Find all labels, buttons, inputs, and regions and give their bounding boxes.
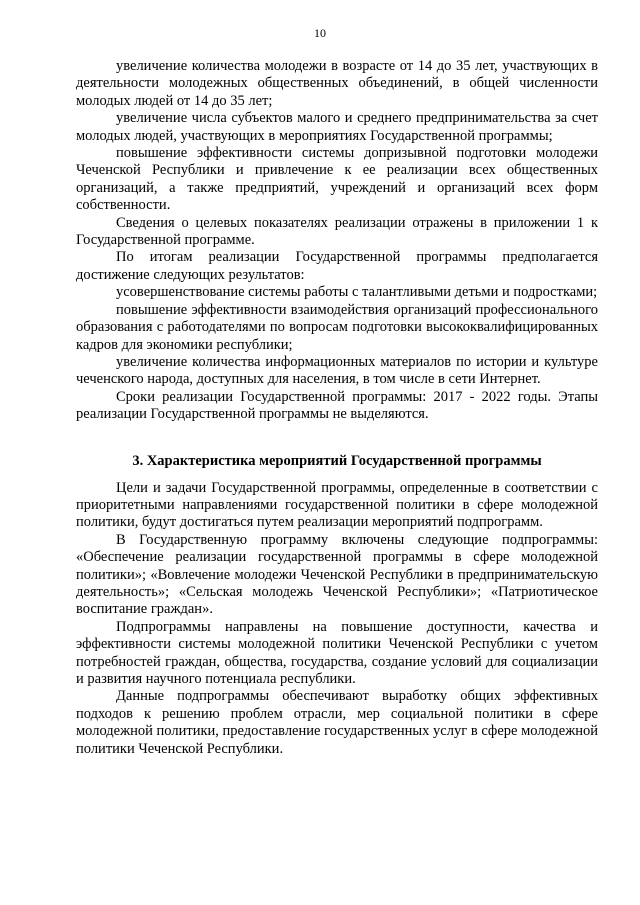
paragraph-subprograms-aims: Подпрограммы направлены на повышение доступности, качества и эффективности системы молодежной политики Чеченской Республики с учетом потребностей граждан, общества, государства, создание условий для социализации и развития научного потенциала республики. — [76, 618, 598, 687]
paragraph-target-indicators: Сведения о целевых показателях реализации отражены в приложении 1 к Государственной программе. — [76, 214, 598, 249]
paragraph-expected-results: По итогам реализации Государственной программы предполагается достижение следующих результатов: — [76, 249, 598, 283]
paragraph-information-materials: увеличение количества информационных материалов по истории и культуре чеченского народа, доступных для населения, в том числе в сети Интернет. — [76, 353, 598, 388]
paragraph-talented-youth: усовершенствование системы работы с талантливыми детьми и подростками; — [116, 284, 598, 301]
paragraph-youth-participation: увеличение количества молодежи в возрасте от 14 до 35 лет, участвующих в деятельности молодежных общественных объединений, в общей численности молодых людей от 14 до 35 лет; — [76, 58, 598, 109]
paragraph-pre-conscription: повышение эффективности системы допризывной подготовки молодежи Чеченской Республики и привлечение к ее реализации всех общественных организаций, а также предприятий, учреждений и организаций всех форм собственности. — [76, 145, 598, 214]
paragraph-professional-education: повышение эффективности взаимодействия организаций профессионального образования с работодателями по вопросам подготовки высококвалифицированных кадров для экономики республики; — [76, 301, 598, 353]
page-number: 10 — [314, 26, 326, 40]
section-heading: 3. Характеристика мероприятий Государственной программы — [132, 452, 542, 469]
paragraph-subprograms-approaches: Данные подпрограммы обеспечивают выработку общих эффективных подходов к решению проблем отрасли, мер социальной политики в сфере молодежной политики, предоставление государственных услуг в сфере молодежной политики Чеченской Республики. — [76, 688, 598, 757]
document-body — [76, 58, 598, 758]
paragraph-subprograms-list: В Государственную программу включены следующие подпрограммы: «Обеспечение реализации государственной программы в сфере молодежной политики»; «Вовлечение молодежи Чеченской Республики в предпринимательскую деятельность»; «Сельская молодежь Чеченской Республики»; «Патриотическое воспитание граждан». — [76, 531, 598, 618]
paragraph-goals: Цели и задачи Государственной программы, определенные в соответствии с приоритетными направлениями государственной политики в сфере молодежной политики, будут достигаться путем реализации мероприятий подпрограмм. — [76, 479, 598, 531]
paragraph-entrepreneurship: увеличение числа субъектов малого и среднего предпринимательства за счет молодых людей, участвующих в мероприятиях Государственной программы; — [76, 110, 598, 144]
paragraph-program-terms: Сроки реализации Государственной программы: 2017 - 2022 годы. Этапы реализации Государственной программы не выделяются. — [76, 388, 598, 423]
